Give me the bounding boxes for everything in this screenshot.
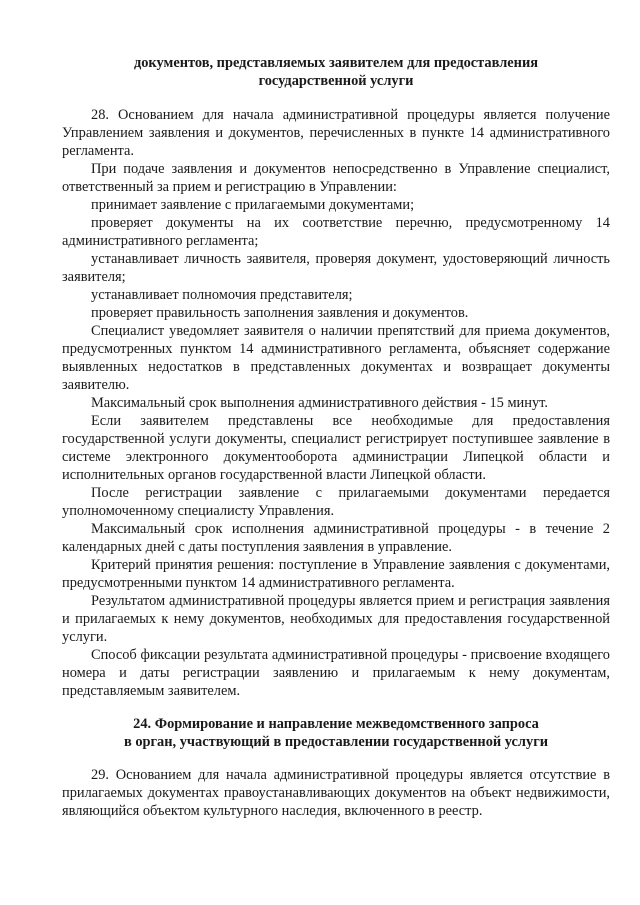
section-24-heading [62,715,610,751]
paragraph: Максимальный срок выполнения административного действия - 15 минут. [91,395,548,411]
heading-line-2: государственной услуги [258,73,414,89]
paragraph: Если заявителем представлены все необходимые для предоставления государственной услуги документы, специалист регистрирует поступившее заявление в системе электронного документооборота администрации Липецкой области и исполнительных органов государственной власти Липецкой области. [62,413,610,483]
list-item: проверяет правильность заполнения заявления и документов. [91,305,469,321]
list-item: устанавливает личность заявителя, проверяя документ, удостоверяющий личность заявителя; [62,251,610,285]
paragraph: Способ фиксации результата административной процедуры - присвоение входящего номера и даты регистрации заявлению и прилагаемым к нему документам, представляемым заявителем. [62,647,610,699]
paragraph: После регистрации заявление с прилагаемыми документами передается уполномоченному специалисту Управления. [62,485,610,519]
heading-line-1: документов, представляемых заявителем для предоставления [133,55,539,71]
list-item: принимает заявление с прилагаемыми документами; [91,197,415,213]
paragraph: Критерий принятия решения: поступление в Управление заявления с документами, предусмотренными пунктом 14 административного регламента. [62,557,610,591]
section-24-body [62,766,610,820]
paragraph: 29. Основанием для начала административной процедуры является отсутствие в прилагаемых документах правоустанавливающих документов на объект недвижимости, являющийся объектом культурного наследия, включенного в реестр. [62,767,610,819]
heading-line-2: в орган, участвующий в предоставлении государственной услуги [123,734,549,750]
paragraph: При подаче заявления и документов непосредственно в Управление специалист, ответственный за прием и регистрацию в Управлении: [62,161,610,195]
list-item: устанавливает полномочия представителя; [91,287,353,303]
paragraph: Максимальный срок исполнения административной процедуры - в течение 2 календарных дней с даты поступления заявления в управление. [62,521,610,555]
paragraph: Специалист уведомляет заявителя о наличии препятствий для приема документов, предусмотренных пунктом 14 административного регламента, объясняет содержание выявленных недостатков в представленных документах и возвращает документы заявителю. [62,323,610,393]
paragraph: 28. Основанием для начала административной процедуры является получение Управлением заявления и документов, перечисленных в пункте 14 административного регламента. [62,107,610,159]
section-28-body [62,106,610,700]
list-item: проверяет документы на их соответствие перечню, предусмотренному 14 административного регламента; [62,215,610,249]
heading-line-1: 24. Формирование и направление межведомственного запроса [133,716,539,732]
paragraph: Результатом административной процедуры является прием и регистрация заявления и прилагаемых к нему документов, необходимых для предоставления государственной услуги. [62,593,610,645]
section-heading-continued [62,54,610,90]
